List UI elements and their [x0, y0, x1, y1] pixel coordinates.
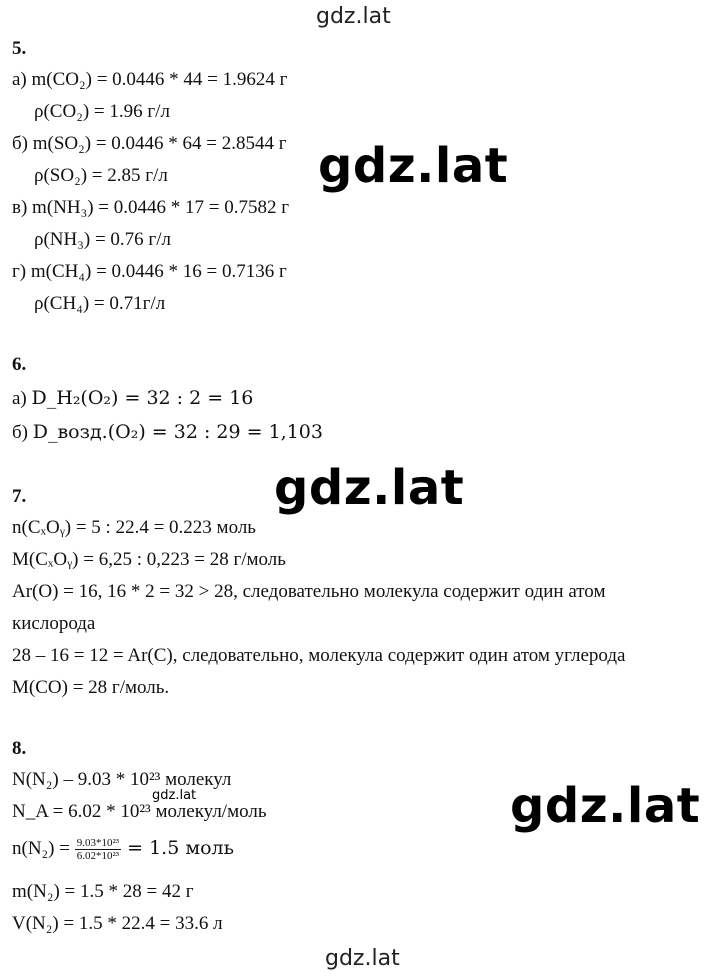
task5-line-a: а) m(CO₂) = 0.0446 * 44 = 1.9624 г: [12, 69, 288, 90]
task8-fraction: [75, 837, 121, 862]
task5-line-c: в) m(NH₃) = 0.0446 * 17 = 0.7582 г: [12, 197, 290, 218]
task5-line-d-density: ρ(CH₄) = 0.71г/л: [34, 293, 166, 314]
task8-line3-suffix: = 1.5 моль: [121, 837, 234, 859]
watermark-bottom: gdz.lat: [325, 946, 400, 971]
task8-line-5: V(N₂) = 1.5 * 22.4 = 33.6 л: [12, 913, 223, 934]
task6-a-expression: D_H₂(O₂) = 32 : 2 = 16: [31, 387, 254, 409]
task6-number: 6.: [12, 354, 27, 375]
task6-line-b: [12, 420, 323, 445]
task8-line-4: m(N₂) = 1.5 * 28 = 42 г: [12, 881, 194, 902]
task6-a-prefix: а): [12, 388, 32, 409]
watermark-top: gdz.lat: [316, 4, 391, 29]
task5-line-d: г) m(CH₄) = 0.0446 * 16 = 0.7136 г: [12, 261, 287, 282]
task7-line-1: n(CₓOᵧ) = 5 : 22.4 = 0.223 моль: [12, 517, 256, 538]
watermark-big-2: gdz.lat: [274, 460, 465, 516]
task5-line-a-density: ρ(CO₂) = 1.96 г/л: [34, 101, 170, 122]
task7-line-6: M(CO) = 28 г/моль.: [12, 677, 170, 698]
task8-fraction-numerator: 9.03*10²³: [76, 837, 120, 850]
task6-b-prefix: б): [12, 422, 33, 443]
watermark-big-3: gdz.lat: [510, 778, 701, 834]
task5-line-b: б) m(SO₂) = 0.0446 * 64 = 2.8544 г: [12, 133, 287, 154]
watermark-big-1: gdz.lat: [318, 138, 509, 194]
task5-number: 5.: [12, 38, 27, 59]
task8-line-1: N(N₂) – 9.03 * 10²³ молекул: [12, 769, 232, 790]
task8-number: 8.: [12, 738, 27, 759]
task8-line-3: [12, 836, 234, 862]
task7-line-2: M(CₓOᵧ) = 6,25 : 0,223 = 28 г/моль: [12, 549, 286, 570]
task7-line-4: кислорода: [12, 613, 96, 634]
task8-fraction-denominator: 6.02*10²³: [76, 850, 120, 863]
task8-line-2: N_A = 6.02 * 10²³ молекул/моль: [12, 801, 267, 822]
watermark-tiny: gdz.lat: [152, 788, 197, 803]
task5-line-c-density: ρ(NH₃) = 0.76 г/л: [34, 229, 171, 250]
task5-line-b-density: ρ(SO₂) = 2.85 г/л: [34, 165, 168, 186]
task7-number: 7.: [12, 486, 27, 507]
task6-line-a: [12, 386, 253, 411]
task7-line-3: Ar(O) = 16, 16 * 2 = 32 > 28, следовательно молекула содержит один атом: [12, 581, 606, 602]
task6-b-expression: D_возд.(O₂) = 32 : 29 = 1,103: [32, 421, 323, 443]
task8-line3-prefix: n(N₂) =: [12, 838, 75, 859]
task7-line-5: 28 – 16 = 12 = Ar(C), следовательно, молекула содержит один атом углерода: [12, 645, 626, 666]
